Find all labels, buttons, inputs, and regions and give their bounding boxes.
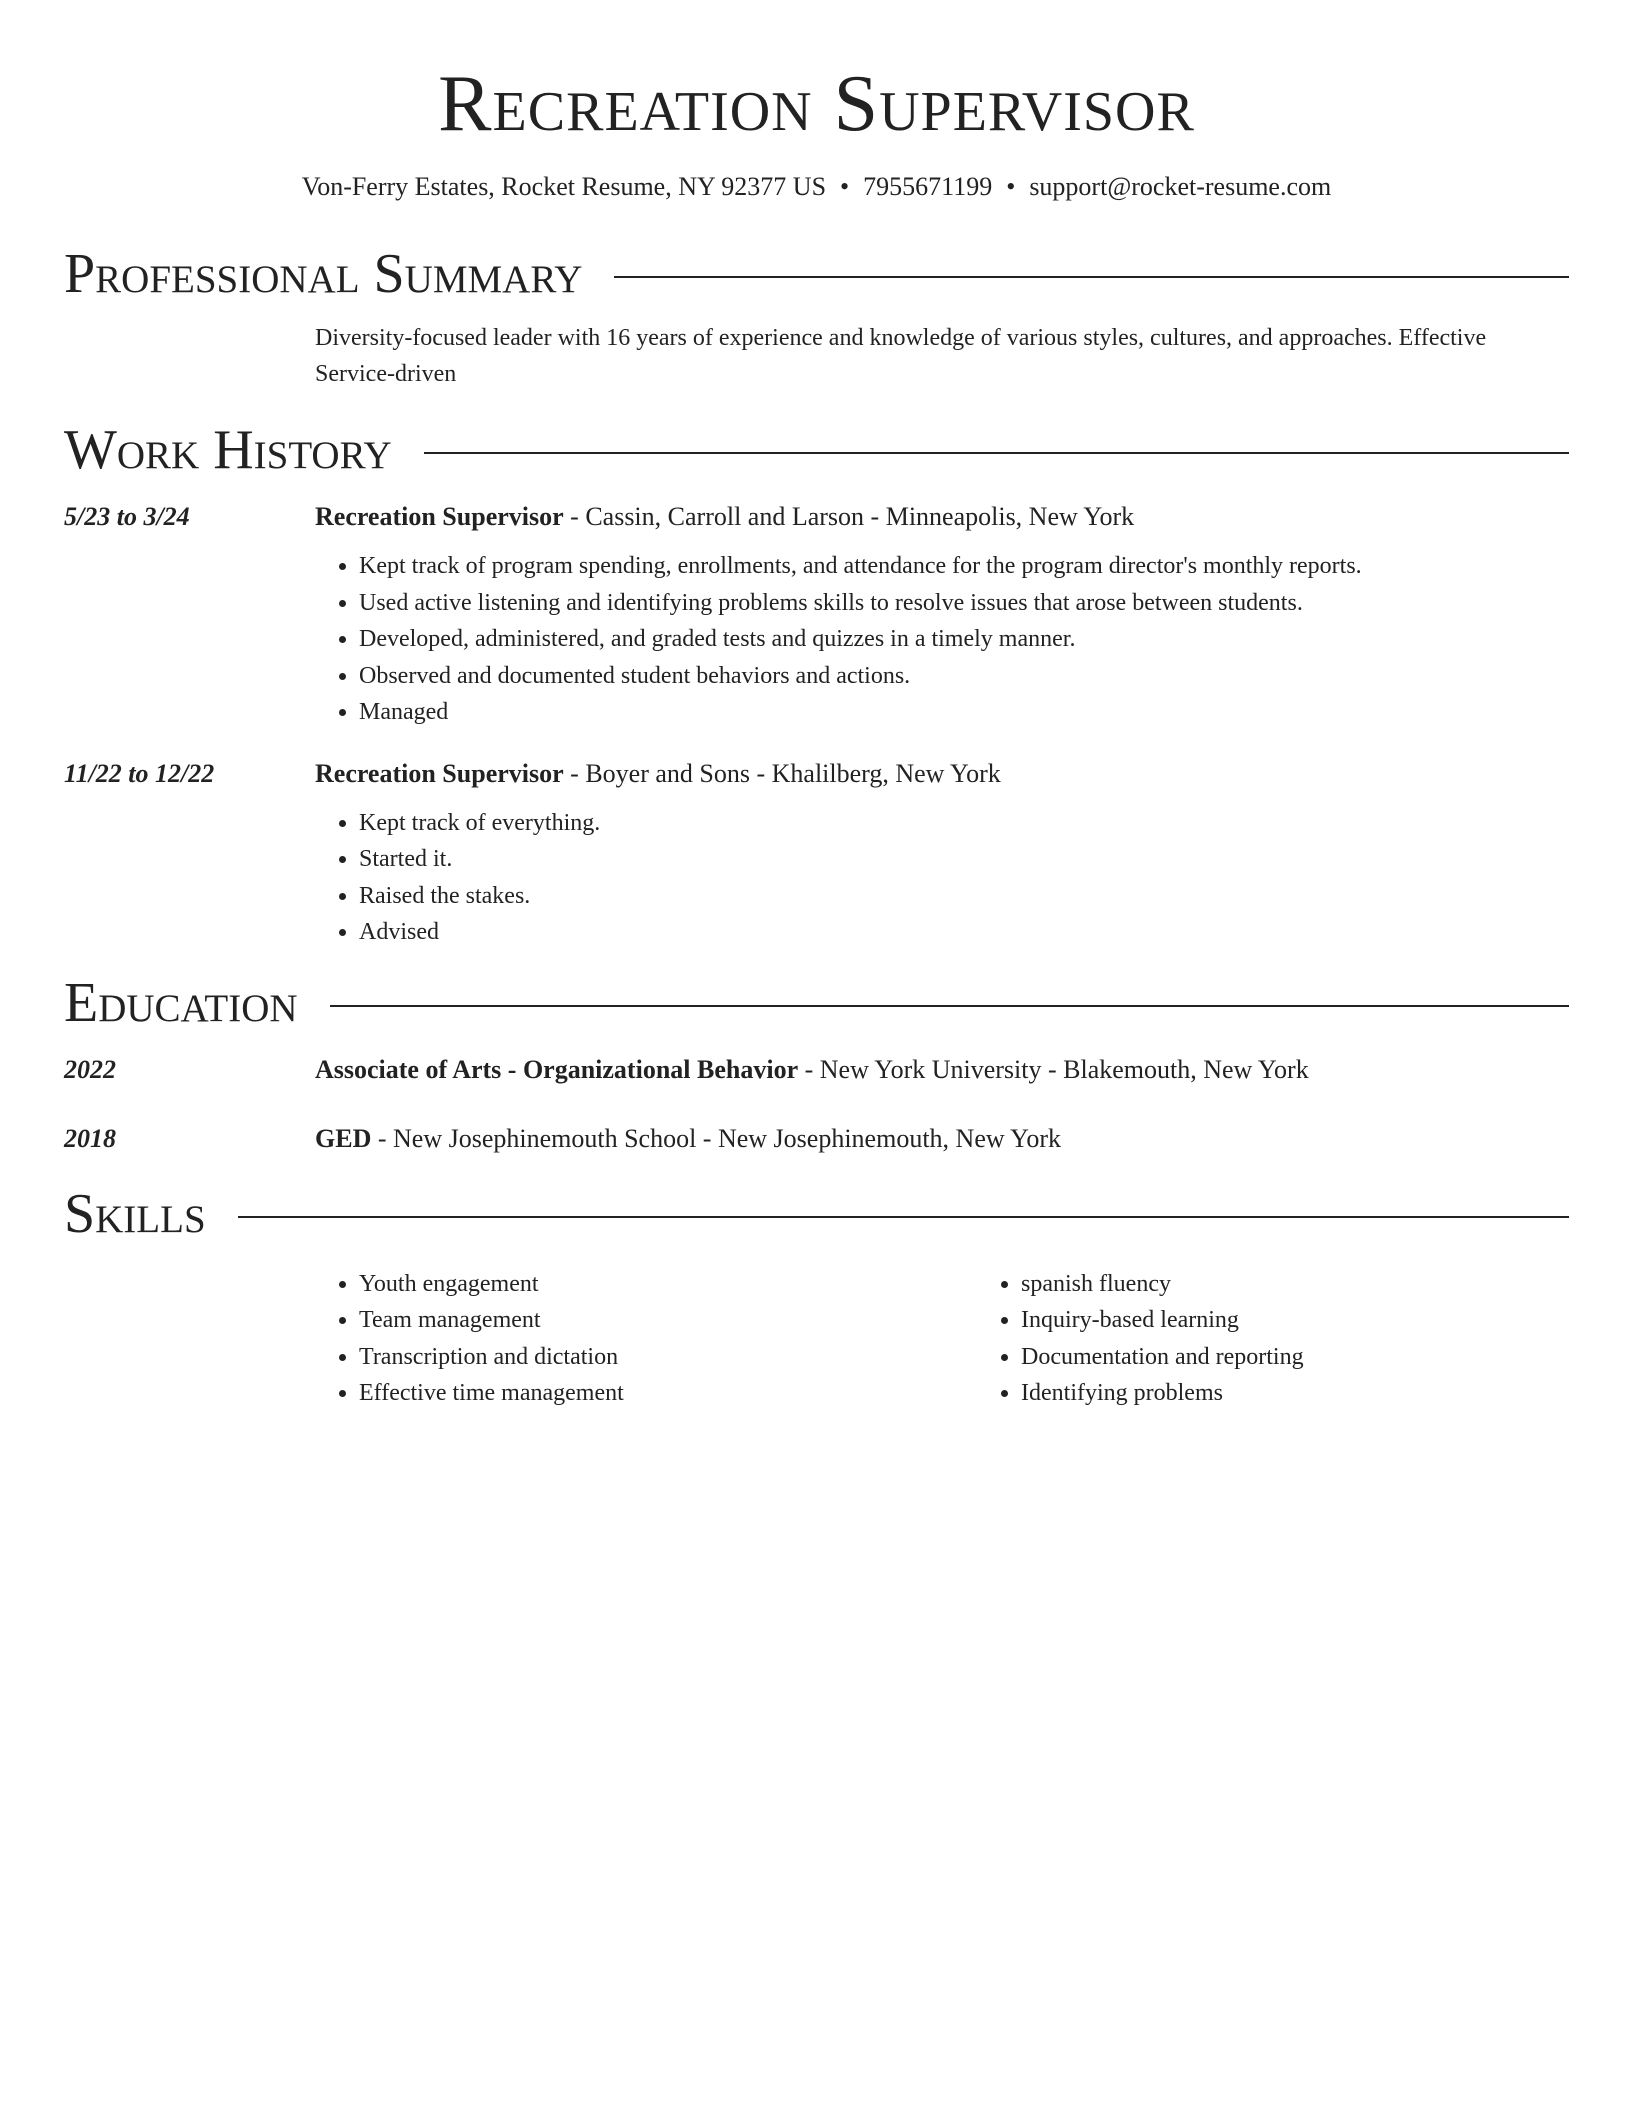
list-item: • Started it. xyxy=(359,841,1569,878)
summary-left-spacer xyxy=(64,320,315,392)
job-dates: 5/23 to 3/24 xyxy=(64,502,190,531)
skills-row xyxy=(64,1266,1569,1412)
summary-row xyxy=(64,320,1569,392)
contact-phone: 7955671199 xyxy=(863,172,993,201)
job-bullets xyxy=(315,548,1569,731)
education-degree: Associate of Arts - Organizational Behavior xyxy=(315,1054,799,1084)
contact-separator: • xyxy=(1006,172,1016,201)
resume-page xyxy=(64,0,1569,1412)
education-year: 2022 xyxy=(64,1054,116,1084)
section-divider xyxy=(238,1216,1569,1218)
job-heading xyxy=(315,500,1569,731)
skill-item: • Effective time management xyxy=(359,1375,977,1412)
list-item: • Managed xyxy=(359,694,1569,731)
job-entry xyxy=(64,757,1569,951)
list-item: • Kept track of everything. xyxy=(359,805,1569,842)
skill-item: • Identifying problems xyxy=(1021,1375,1621,1412)
skills-list-left xyxy=(315,1266,977,1412)
education-entry xyxy=(64,1053,1569,1087)
skills-list-right xyxy=(977,1266,1621,1412)
job-entry xyxy=(64,500,1569,731)
skill-item: • spanish fluency xyxy=(1021,1266,1621,1303)
skill-item: • Inquiry-based learning xyxy=(1021,1302,1621,1339)
job-position: Recreation Supervisor xyxy=(315,502,564,531)
skill-item: • Transcription and dictation xyxy=(359,1339,977,1376)
job-position: Recreation Supervisor xyxy=(315,758,564,788)
job-heading xyxy=(315,757,1569,951)
skills-grid xyxy=(315,1266,1621,1412)
work-section-title: Work History xyxy=(64,419,392,481)
contact-line xyxy=(64,170,1569,204)
education-details: - New Josephinemouth School - New Josephinemouth, New York xyxy=(371,1123,1062,1153)
skill-item: • Team management xyxy=(359,1302,977,1339)
list-item: • Observed and documented student behaviors and actions. xyxy=(359,658,1569,695)
education-details: - New York University - Blakemouth, New York xyxy=(798,1054,1309,1084)
work-section-header xyxy=(64,418,1569,482)
job-row xyxy=(64,500,1569,731)
summary-text: Diversity-focused leader with 16 years of experience and knowledge of various styles, cultures, and approaches. Effective Service-driven xyxy=(315,325,1487,387)
skills-section-title: Skills xyxy=(64,1182,206,1245)
candidate-name: Recreation Supervisor xyxy=(438,60,1195,148)
contact-address: Von-Ferry Estates, Rocket Resume, NY 92377 US xyxy=(301,172,827,201)
job-details: - Cassin, Carroll and Larson - Minneapolis, New York xyxy=(563,502,1135,531)
list-item: • Kept track of program spending, enrollments, and attendance for the program director's monthly reports. xyxy=(359,548,1569,585)
list-item: • Advised xyxy=(359,914,1569,951)
contact-email: support@rocket-resume.com xyxy=(1029,172,1332,201)
summary-section-header xyxy=(64,242,1569,306)
section-divider xyxy=(614,276,1569,278)
skills-section-header xyxy=(64,1182,1569,1246)
section-divider xyxy=(330,1005,1569,1007)
skill-item: • Youth engagement xyxy=(359,1266,977,1303)
skills-columns xyxy=(315,1266,1621,1412)
skill-item: • Documentation and reporting xyxy=(1021,1339,1621,1376)
education-entry xyxy=(64,1122,1569,1156)
job-details: - Boyer and Sons - Khalilberg, New York xyxy=(563,758,1001,788)
list-item: • Used active listening and identifying problems skills to resolve issues that arose between students. xyxy=(359,585,1569,622)
list-item: • Developed, administered, and graded tests and quizzes in a timely manner. xyxy=(359,621,1569,658)
education-heading xyxy=(315,1053,1569,1087)
section-divider xyxy=(424,452,1569,454)
education-year: 2018 xyxy=(64,1123,116,1153)
education-section-header xyxy=(64,971,1569,1035)
education-section-title: Education xyxy=(64,971,298,1034)
education-heading xyxy=(315,1122,1569,1156)
list-item: • Raised the stakes. xyxy=(359,878,1569,915)
job-bullets xyxy=(315,805,1569,951)
job-dates: 11/22 to 12/22 xyxy=(64,758,215,788)
skills-left-spacer xyxy=(64,1266,315,1412)
summary-section-title: Professional Summary xyxy=(64,243,583,305)
job-row xyxy=(64,757,1569,951)
education-degree: GED xyxy=(315,1123,372,1153)
contact-separator: • xyxy=(840,172,850,201)
